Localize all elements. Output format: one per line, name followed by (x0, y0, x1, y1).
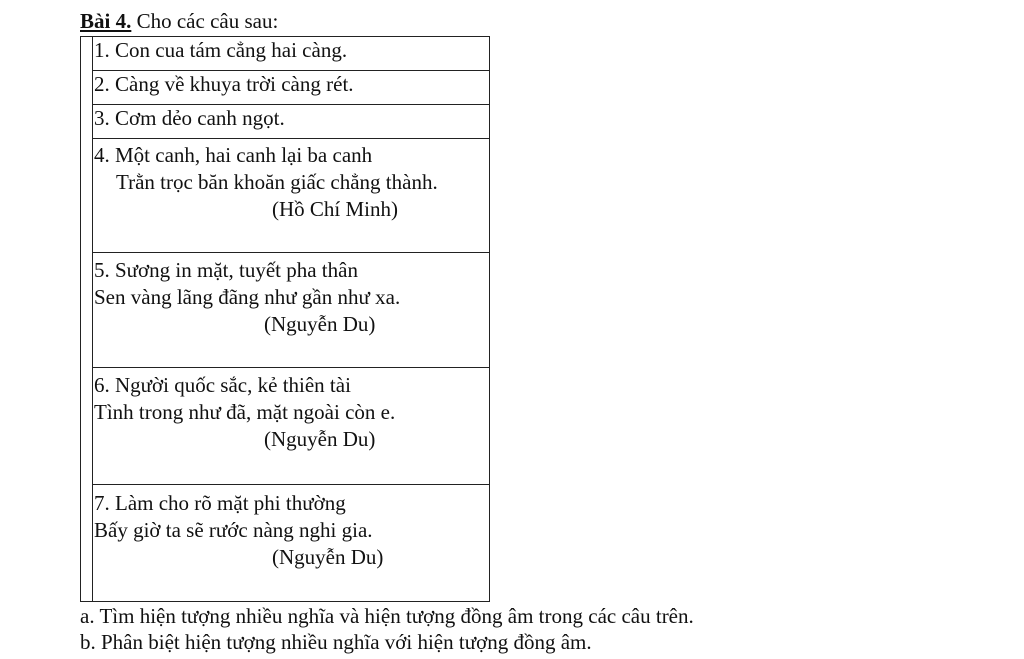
table-row-7 (92, 485, 489, 600)
table-row-6 (92, 368, 489, 485)
row-6-line-2: Tình trong như đã, mặt ngoài còn e. (94, 400, 396, 424)
row-7-line-1: 7. Làm cho rõ mặt phi thường (94, 491, 346, 515)
row-4-author: (Hồ Chí Minh) (272, 197, 398, 221)
question-a: a. Tìm hiện tượng nhiều nghĩa và hiện tượng đồng âm trong các câu trên. (80, 604, 694, 628)
row-7-author: (Nguyễn Du) (272, 545, 384, 569)
row-3-line-1: 3. Cơm dẻo canh ngọt. (94, 106, 285, 130)
row-4-line-2: Trằn trọc băn khoăn giấc chẳng thành. (116, 170, 438, 194)
row-5-author: (Nguyễn Du) (264, 312, 376, 336)
table-row-5 (92, 253, 489, 368)
table-row-1 (92, 37, 489, 71)
row-7-line-2: Bấy giờ ta sẽ rước nàng nghi gia. (94, 518, 373, 542)
exercise-intro: Cho các câu sau: (131, 9, 279, 33)
row-6-line-1: 6. Người quốc sắc, kẻ thiên tài (94, 373, 351, 397)
row-4-line-1: 4. Một canh, hai canh lại ba canh (94, 143, 373, 167)
row-5-line-2: Sen vàng lãng đãng như gần như xa. (94, 285, 401, 309)
exercise-heading: Bài 4. (80, 9, 132, 33)
table-row-3 (92, 105, 489, 139)
sentences-table (80, 36, 490, 602)
row-5-line-1: 5. Sương in mặt, tuyết pha thân (94, 258, 358, 282)
row-6-author: (Nguyễn Du) (264, 427, 376, 451)
table-row-2 (92, 71, 489, 105)
table-row-4 (92, 139, 489, 253)
row-2-line-1: 2. Càng về khuya trời càng rét. (94, 72, 354, 96)
exercise-title (80, 8, 278, 34)
row-1-line-1: 1. Con cua tám cẳng hai càng. (94, 38, 348, 62)
question-b: b. Phân biệt hiện tượng nhiều nghĩa với hiện tượng đồng âm. (80, 630, 592, 654)
